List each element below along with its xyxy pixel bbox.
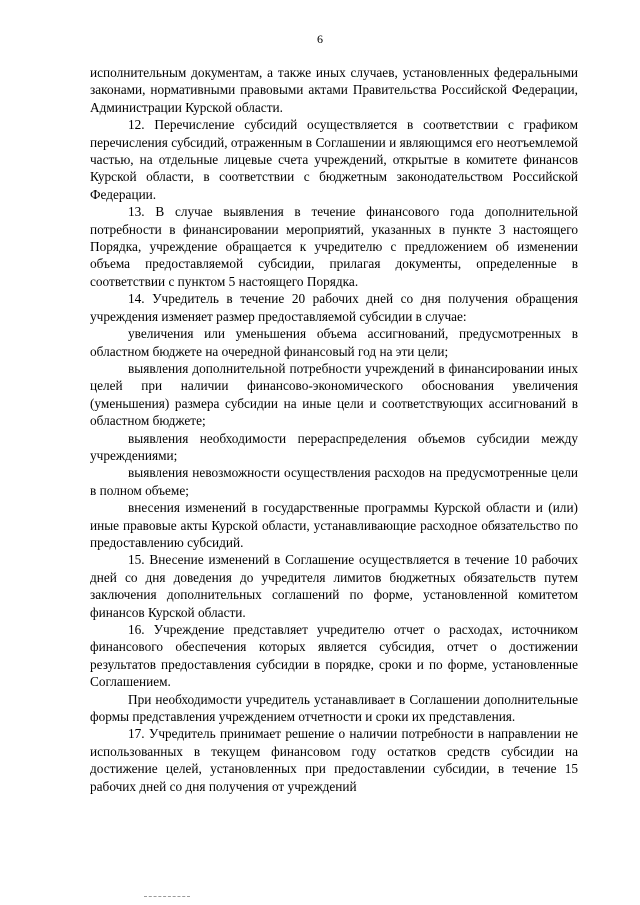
paragraph-clause-14-item-4: выявления невозможности осуществления расходов на предусмотренные цели в полном объеме; xyxy=(90,465,578,498)
paragraph-clause-14-item-5: внесения изменений в государственные программы Курской области и (или) иные правовые акты Курской области, устанавливающие расходное обязательство по предоставлению субсидий. xyxy=(90,500,578,550)
paragraph-clause-14: 14. Учредитель в течение 20 рабочих дней со дня получения обращения учреждения изменяет размер предоставляемой субсидии в случае: xyxy=(90,291,578,324)
paragraph-clause-16-addendum: При необходимости учредитель устанавливает в Соглашении дополнительные формы представления учреждением отчетности и сроки их представления. xyxy=(90,691,578,725)
paragraph-clause-14-item-1: увеличения или уменьшения объема ассигнований, предусмотренных в областном бюджете на очередной финансовый год на эти цели; xyxy=(90,326,578,359)
page-number: 6 xyxy=(317,32,323,46)
document-body xyxy=(90,64,578,795)
paragraph-clause-17: 17. Учредитель принимает решение о наличии потребности в направлении не использованных в текущем финансовом году остатков средств субсидии на достижение целей, установленных при предоставлении субсидии, в течение 15 рабочих дней со дня получения от учреждений xyxy=(90,726,578,794)
paragraph-clause-14-item-3: выявления необходимости перераспределения объемов субсидии между учреждениями; xyxy=(90,430,578,463)
paragraph-continuation: исполнительным документам, а также иных случаев, установленных федеральными законами, нормативными правовыми актами Правительства Российской Федерации, Администрации Курской области. xyxy=(90,65,578,115)
footer-divider xyxy=(144,896,190,897)
paragraph-clause-13: 13. В случае выявления в течение финансового года дополнительной потребности в финансировании мероприятий, указанных в пункте 3 настоящего Порядка, учреждение обращается к учредителю с предложением об изменении объема предоставляемой субсидии, прилагая документы, определенные в соответствии с пунктом 5 настоящего Порядка. xyxy=(90,204,578,289)
paragraph-clause-16: 16. Учреждение представляет учредителю отчет о расходах, источником финансового обеспечения которых является субсидия, отчет о достижении результатов предоставления субсидии в порядке, сроки и по форме, установленные Соглашением. xyxy=(90,622,578,690)
paragraph-clause-15: 15. Внесение изменений в Соглашение осуществляется в течение 10 рабочих дней со дня доведения до учредителя лимитов бюджетных обязательств путем заключения дополнительных соглашений по форме, установленной комитетом финансов Курской области. xyxy=(90,552,578,620)
paragraph-clause-12: 12. Перечисление субсидий осуществляется в соответствии с графиком перечисления субсидий, отраженным в Соглашении и являющимся его неотъемлемой частью, на отдельные лицевые счета учреждений, открытые в комитете финансов Курской области, в соответствии с бюджетным законодательством Российской Федерации. xyxy=(90,117,578,202)
paragraph-clause-14-item-2: выявления дополнительной потребности учреждений в финансировании иных целей при наличии финансово-экономического обоснования увеличения (уменьшения) размера субсидии на иные цели и соответствующих ассигнований в областном бюджете; xyxy=(90,360,578,429)
